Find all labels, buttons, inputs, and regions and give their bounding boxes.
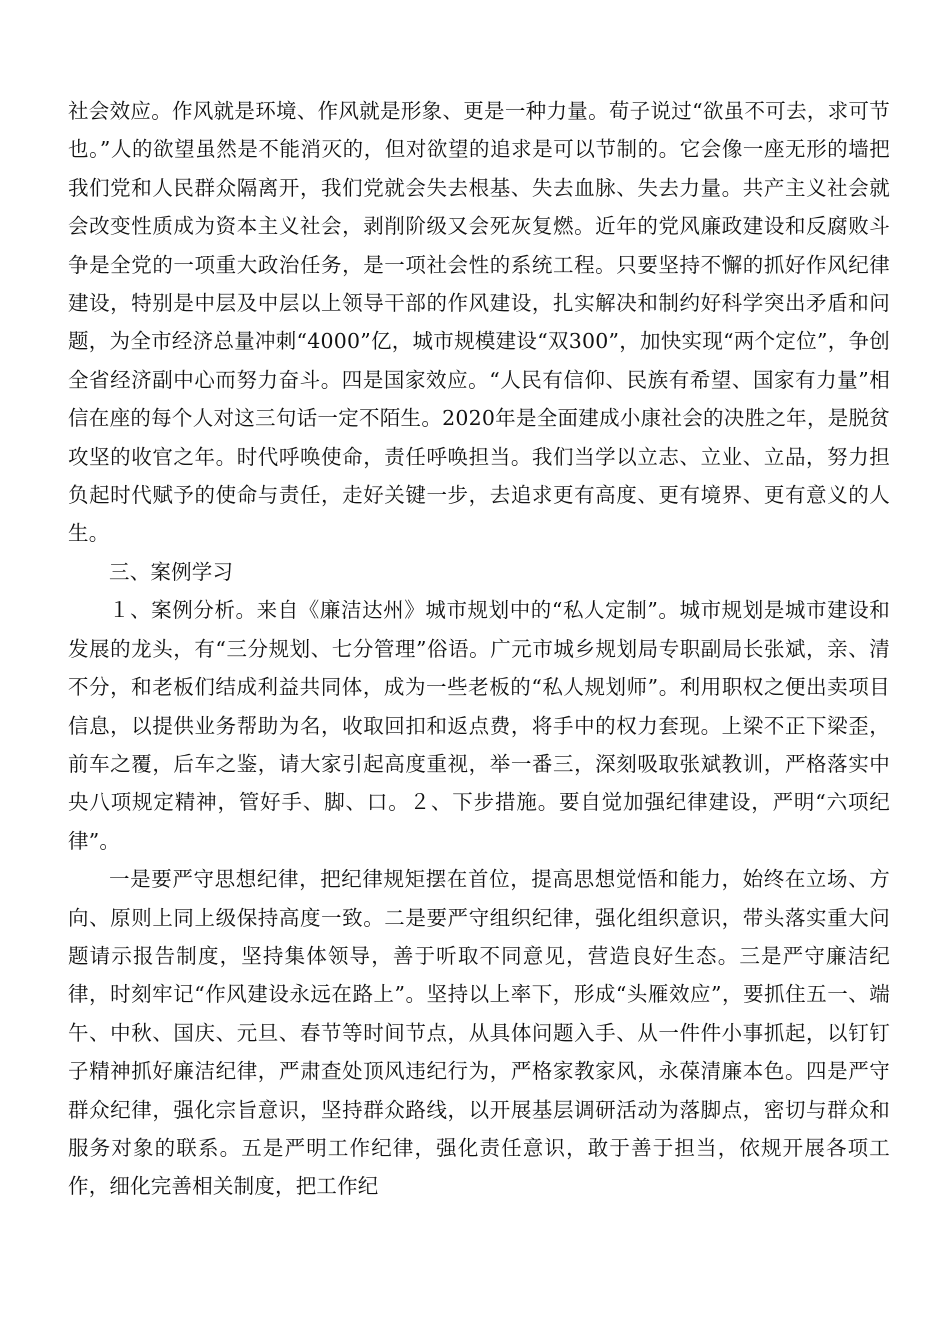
paragraph-discipline-measures: 一是要严守思想纪律，把纪律规矩摆在首位，提高思想觉悟和能力，始终在立场、方向、原则上同上级保持高度一致。二是要严守组织纪律，强化组织意识，带头落实重大问题请示报告制度，坚持集体领导，善于听取不同意见，营造良好生态。三是严守廉洁纪律，时刻牢记“作风建设永远在路上”。坚持以上率下，形成“头雁效应”，要抓住五一、端午、中秋、国庆、元旦、春节等时间节点，从具体问题入手、从一件件小事抓起，以钉钉子精神抓好廉洁纪律，严肃查处顶风违纪行为，严格家教家风，永葆清廉本色。四是严守群众纪律，强化宗旨意识，坚持群众路线，以开展基层调研活动为落脚点，密切与群众和服务对象的联系。五是严明工作纪律，强化责任意识，敢于善于担当，依规开展各项工作，细化完善相关制度，把工作纪	[68, 867, 890, 1199]
section-heading-case-study: 三、案例学习	[109, 559, 234, 584]
paragraph-case-analysis: １、案例分析。来自《廉洁达州》城市规划中的“私人定制”。城市规划是城市建设和发展的龙头，有“三分规划、七分管理”俗语。广元市城乡规划局专职副局长张斌，亲、清不分，和老板们结成利益共同体，成为一些老板的“私人规划师”。利用职权之便出卖项目信息，以提供业务帮助为名，收取回扣和返点费，将手中的权力套现。上梁不正下梁歪，前车之覆，后车之鉴，请大家引起高度重视，举一番三，深刻吸取张斌教训，严格落实中央八项规定精神，管好手、脚、口。２、下步措施。要自觉加强纪律建设，严明“六项纪律”。	[68, 598, 890, 853]
document-page	[68, 92, 890, 1206]
paragraph-social-effect: 社会效应。作风就是环境、作风就是形象、更是一种力量。荀子说过“欲虽不可去，求可节也。”人的欲望虽然是不能消灭的，但对欲望的追求是可以节制的。它会像一座无形的墙把我们党和人民群众隔离开，我们党就会失去根基、失去血脉、失去力量。共产主义社会就会改变性质成为资本主义社会，剥削阶级又会死灰复燃。近年的党风廉政建设和反腐败斗争是全党的一项重大政治任务，是一项社会性的系统工程。只要坚持不懈的抓好作风纪律建设，特别是中层及中层以上领导干部的作风建设，扎实解决和制约好科学突出矛盾和问题，为全市经济总量冲刺“4000”亿，城市规模建设“双300”，加快实现“两个定位”，争创全省经济副中心而努力奋斗。四是国家效应。“人民有信仰、民族有希望、国家有力量”相信在座的每个人对这三句话一定不陌生。2020年是全面建成小康社会的决胜之年，是脱贫攻坚的收官之年。时代呼唤使命，责任呼唤担当。我们当学以立志、立业、立品，努力担负起时代赋予的使命与责任，走好关键一步，去追求更有高度、更有境界、更有意义的人生。	[68, 99, 890, 546]
